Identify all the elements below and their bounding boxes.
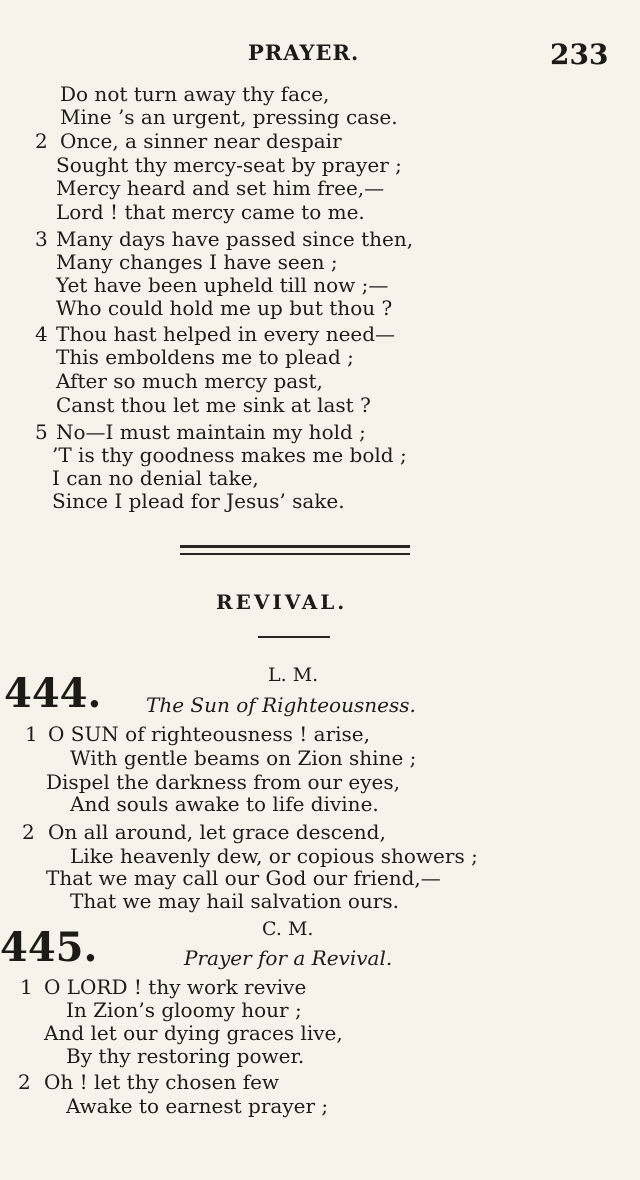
verse-line: I can no denial take,: [52, 466, 259, 490]
verse-line: Oh ! let thy chosen few: [44, 1070, 280, 1094]
verse-line: Who could hold me up but thou ?: [56, 296, 393, 320]
verse-line: Yet have been upheld till now ;—: [56, 273, 389, 297]
stanza-number: 5: [35, 420, 48, 444]
verse-line: ’T is thy goodness makes me bold ;: [52, 443, 407, 467]
page-number: 233: [550, 38, 609, 71]
verse-line: Do not turn away thy face,: [60, 82, 330, 106]
verse-line: Like heavenly dew, or copious showers ;: [70, 844, 478, 868]
verse-line: No—I must maintain my hold ;: [56, 420, 366, 444]
stanza-number: 2: [18, 1070, 31, 1094]
hymn-meter: L. M.: [268, 664, 319, 686]
title-underline: [258, 636, 330, 638]
verse-line: Sought thy mercy-seat by prayer ;: [56, 153, 402, 177]
stanza-number: 2: [22, 820, 35, 844]
verse-line: With gentle beams on Zion shine ;: [70, 746, 417, 770]
verse-line: Once, a sinner near despair: [60, 129, 342, 153]
stanza-number: 2: [35, 129, 48, 153]
stanza-number: 3: [35, 227, 48, 251]
hymn-number: 444.: [4, 670, 102, 717]
verse-line: In Zion’s gloomy hour ;: [66, 998, 302, 1022]
stanza-number: 4: [35, 322, 48, 346]
verse-line: O LORD ! thy work revive: [44, 975, 307, 999]
verse-line: Canst thou let me sink at last ?: [56, 393, 371, 417]
section-divider: [180, 545, 410, 548]
verse-line: This emboldens me to plead ;: [56, 345, 354, 369]
verse-line: O SUN of righteousness ! arise,: [48, 722, 371, 746]
verse-line: Thou hast helped in every need—: [56, 322, 396, 346]
verse-line: After so much mercy past,: [56, 369, 323, 393]
running-header: PRAYER.: [248, 40, 360, 65]
verse-line: And let our dying graces live,: [44, 1021, 343, 1045]
verse-line: Since I plead for Jesus’ sake.: [52, 489, 345, 513]
verse-line: On all around, let grace descend,: [48, 820, 386, 844]
hymn-title: The Sun of Righteousness.: [146, 693, 416, 717]
stanza-number: 1: [25, 722, 38, 746]
verse-line: And souls awake to life divine.: [70, 792, 379, 816]
verse-line: Awake to earnest prayer ;: [66, 1094, 329, 1118]
stanza-number: 1: [20, 975, 33, 999]
verse-line: Dispel the darkness from our eyes,: [46, 770, 400, 794]
hymn-meter: C. M.: [262, 918, 314, 940]
verse-line: That we may call our God our friend,—: [46, 866, 441, 890]
section-title: REVIVAL.: [216, 590, 348, 614]
section-divider: [180, 553, 410, 555]
verse-line: Many changes I have seen ;: [56, 250, 338, 274]
hymn-title: Prayer for a Revival.: [184, 946, 393, 970]
verse-line: By thy restoring power.: [66, 1044, 305, 1068]
verse-line: Lord ! that mercy came to me.: [56, 200, 365, 224]
verse-line: Mine ’s an urgent, pressing case.: [60, 105, 398, 129]
verse-line: That we may hail salvation ours.: [70, 889, 399, 913]
hymn-number: 445.: [0, 924, 98, 971]
verse-line: Mercy heard and set him free,—: [56, 176, 385, 200]
verse-line: Many days have passed since then,: [56, 227, 414, 251]
